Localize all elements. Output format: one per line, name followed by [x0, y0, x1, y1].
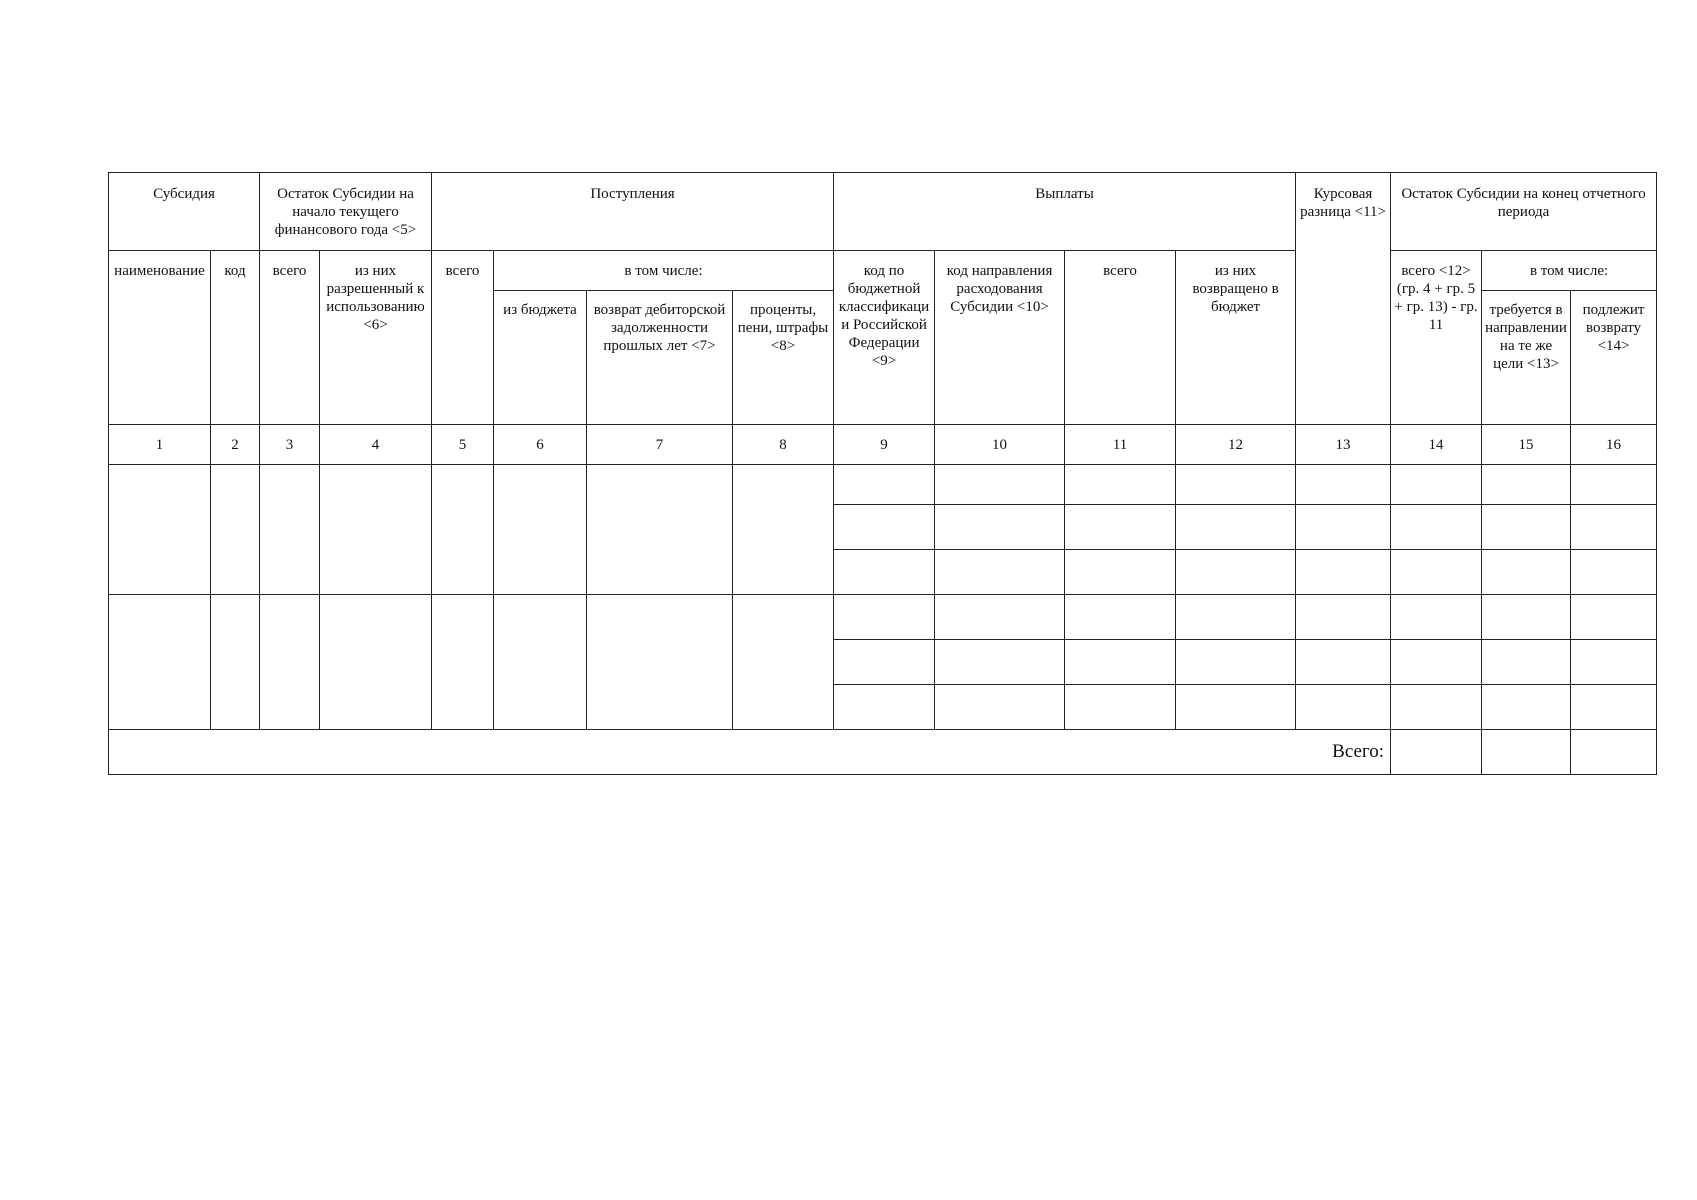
column-number: 3 — [260, 425, 320, 465]
column-number: 16 — [1571, 425, 1657, 465]
cell-interest-penalties[interactable] — [733, 595, 834, 730]
cell-exchange-difference[interactable] — [1296, 505, 1391, 550]
header-name: наименование — [109, 251, 211, 425]
column-number: 8 — [733, 425, 834, 465]
column-number: 11 — [1065, 425, 1176, 465]
column-number: 4 — [320, 425, 432, 465]
cell-to-be-returned[interactable] — [1571, 505, 1657, 550]
cell-budget-classification-code[interactable] — [834, 505, 935, 550]
header-from-budget: из бюджета — [494, 291, 587, 425]
cell-spending-direction-code[interactable] — [935, 550, 1065, 595]
cell-budget-classification-code[interactable] — [834, 550, 935, 595]
column-number: 14 — [1391, 425, 1482, 465]
cell-returned-to-budget[interactable] — [1176, 685, 1296, 730]
header-row-2 — [109, 251, 1657, 291]
header-receipts-total: всего — [432, 251, 494, 425]
cell-returned-to-budget[interactable] — [1176, 550, 1296, 595]
cell-returned-to-budget[interactable] — [1176, 505, 1296, 550]
header-balance-start: Остаток Субсидии на начало текущего финансового года <5> — [260, 173, 432, 251]
cell-payments-total[interactable] — [1065, 550, 1176, 595]
cell-payments-total[interactable] — [1065, 505, 1176, 550]
table-row — [109, 465, 1657, 505]
cell-balance-end-total[interactable] — [1391, 550, 1482, 595]
header-returned-to-budget: из них возвращено в бюджет — [1176, 251, 1296, 425]
cell-required-same-purpose[interactable] — [1482, 640, 1571, 685]
cell-exchange-difference[interactable] — [1296, 685, 1391, 730]
table-row — [109, 595, 1657, 640]
column-number: 13 — [1296, 425, 1391, 465]
cell-from-budget[interactable] — [494, 595, 587, 730]
header-balance-start-total: всего — [260, 251, 320, 425]
cell-returned-to-budget[interactable] — [1176, 465, 1296, 505]
cell-returned-to-budget[interactable] — [1176, 640, 1296, 685]
cell-balance-end-total[interactable] — [1391, 465, 1482, 505]
cell-exchange-difference[interactable] — [1296, 465, 1391, 505]
cell-from-budget[interactable] — [494, 465, 587, 595]
column-number-row — [109, 425, 1657, 465]
total-label: Всего: — [109, 730, 1391, 775]
header-balance-start-allowed: из них разрешенный к использованию <6> — [320, 251, 432, 425]
cell-required-same-purpose[interactable] — [1482, 550, 1571, 595]
cell-to-be-returned[interactable] — [1571, 550, 1657, 595]
cell-name[interactable] — [109, 595, 211, 730]
cell-balance-end-total[interactable] — [1391, 505, 1482, 550]
cell-to-be-returned[interactable] — [1571, 595, 1657, 640]
subsidy-report-table — [108, 172, 1657, 775]
column-number: 9 — [834, 425, 935, 465]
header-interest-penalties: проценты, пени, штрафы <8> — [733, 291, 834, 425]
header-payments-total: всего — [1065, 251, 1176, 425]
header-balance-end-including: в том числе: — [1482, 251, 1657, 291]
cell-required-same-purpose[interactable] — [1482, 685, 1571, 730]
cell-exchange-difference[interactable] — [1296, 640, 1391, 685]
header-required-same-purpose: требуется в направлении на те же цели <13> — [1482, 291, 1571, 425]
header-receipts: Поступления — [432, 173, 834, 251]
cell-code[interactable] — [211, 595, 260, 730]
cell-spending-direction-code[interactable] — [935, 640, 1065, 685]
cell-balance-start-allowed[interactable] — [320, 465, 432, 595]
column-number: 10 — [935, 425, 1065, 465]
cell-to-be-returned[interactable] — [1571, 640, 1657, 685]
header-budget-classification-code: код по бюджетной классификации Российской Федерации <9> — [834, 251, 935, 425]
header-spending-direction-code: код направления расходования Субсидии <10> — [935, 251, 1065, 425]
column-number: 6 — [494, 425, 587, 465]
cell-budget-classification-code[interactable] — [834, 685, 935, 730]
cell-budget-classification-code[interactable] — [834, 595, 935, 640]
header-receivables-return: возврат дебиторской задолженности прошлых лет <7> — [587, 291, 733, 425]
cell-total-to-be-returned[interactable] — [1571, 730, 1657, 775]
cell-receipts-total[interactable] — [432, 595, 494, 730]
cell-spending-direction-code[interactable] — [935, 505, 1065, 550]
cell-balance-end-total[interactable] — [1391, 640, 1482, 685]
header-balance-end-total: всего <12> (гр. 4 + гр. 5 + гр. 13) - гр. 11 — [1391, 251, 1482, 425]
header-code: код — [211, 251, 260, 425]
header-balance-end: Остаток Субсидии на конец отчетного периода — [1391, 173, 1657, 251]
header-subsidy: Субсидия — [109, 173, 260, 251]
cell-total-required-same-purpose[interactable] — [1482, 730, 1571, 775]
cell-total-balance-end[interactable] — [1391, 730, 1482, 775]
cell-receipts-total[interactable] — [432, 465, 494, 595]
cell-code[interactable] — [211, 465, 260, 595]
column-number: 15 — [1482, 425, 1571, 465]
cell-to-be-returned[interactable] — [1571, 685, 1657, 730]
total-row — [109, 730, 1657, 775]
cell-receivables-return[interactable] — [587, 465, 733, 595]
header-to-be-returned: подлежит возврату <14> — [1571, 291, 1657, 425]
cell-spending-direction-code[interactable] — [935, 465, 1065, 505]
column-number: 12 — [1176, 425, 1296, 465]
header-payments: Выплаты — [834, 173, 1296, 251]
cell-required-same-purpose[interactable] — [1482, 505, 1571, 550]
column-number: 7 — [587, 425, 733, 465]
column-number: 2 — [211, 425, 260, 465]
cell-to-be-returned[interactable] — [1571, 465, 1657, 505]
cell-interest-penalties[interactable] — [733, 465, 834, 595]
cell-payments-total[interactable] — [1065, 595, 1176, 640]
cell-exchange-difference[interactable] — [1296, 550, 1391, 595]
cell-balance-end-total[interactable] — [1391, 685, 1482, 730]
cell-spending-direction-code[interactable] — [935, 685, 1065, 730]
cell-spending-direction-code[interactable] — [935, 595, 1065, 640]
cell-name[interactable] — [109, 465, 211, 595]
cell-balance-start-allowed[interactable] — [320, 595, 432, 730]
header-receipts-including: в том числе: — [494, 251, 834, 291]
cell-exchange-difference[interactable] — [1296, 595, 1391, 640]
cell-payments-total[interactable] — [1065, 685, 1176, 730]
cell-budget-classification-code[interactable] — [834, 465, 935, 505]
cell-returned-to-budget[interactable] — [1176, 595, 1296, 640]
header-row-1 — [109, 173, 1657, 251]
cell-balance-start-total[interactable] — [260, 465, 320, 595]
cell-payments-total[interactable] — [1065, 465, 1176, 505]
cell-balance-end-total[interactable] — [1391, 595, 1482, 640]
cell-payments-total[interactable] — [1065, 640, 1176, 685]
cell-required-same-purpose[interactable] — [1482, 595, 1571, 640]
cell-required-same-purpose[interactable] — [1482, 465, 1571, 505]
column-number: 1 — [109, 425, 211, 465]
cell-receivables-return[interactable] — [587, 595, 733, 730]
header-exchange-difference: Курсовая разница <11> — [1296, 173, 1391, 425]
cell-budget-classification-code[interactable] — [834, 640, 935, 685]
column-number: 5 — [432, 425, 494, 465]
cell-balance-start-total[interactable] — [260, 595, 320, 730]
